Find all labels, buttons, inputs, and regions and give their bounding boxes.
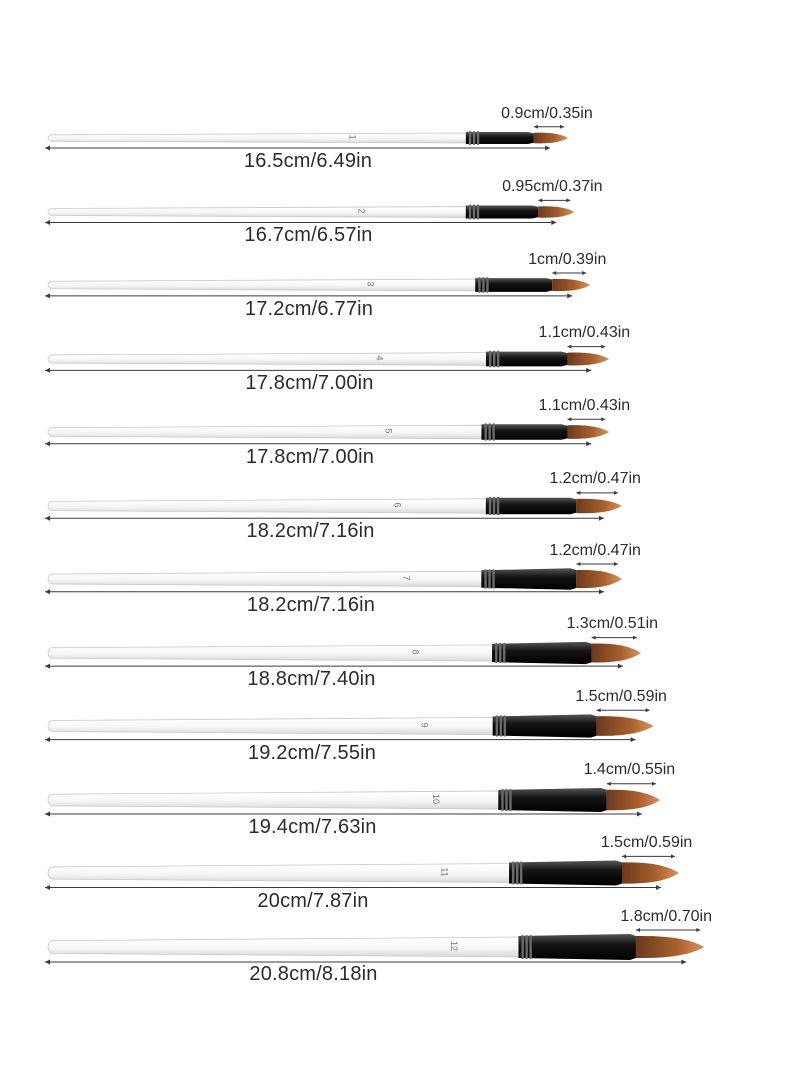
length-label: 16.5cm/6.49in [243, 150, 373, 172]
ferrule-ring [478, 277, 480, 293]
arrow-right-icon [656, 885, 661, 890]
brush-handle [48, 498, 488, 513]
brush-number: 12 [449, 940, 460, 951]
length-label: 17.8cm/7.00in [245, 445, 375, 468]
ferrule-ring [469, 131, 471, 145]
arrow-left-icon [45, 663, 50, 668]
brush-bristles [534, 133, 568, 144]
brush-bristles [636, 935, 704, 957]
arrow-left-icon [45, 441, 50, 446]
tip-size-label: 1.2cm/0.47in [549, 470, 641, 488]
length-label: 16.7cm/6.57in [244, 223, 373, 246]
brush-ferrule [466, 132, 534, 144]
brush-number: 8 [410, 648, 421, 655]
arrow-right-icon [614, 490, 618, 494]
arrow-right-icon [614, 562, 618, 566]
arrow-left-icon [567, 417, 571, 421]
arrow-left-icon [45, 367, 50, 372]
ferrule-ring [492, 423, 494, 441]
arrow-left-icon [576, 562, 580, 566]
arrow-left-icon [45, 515, 50, 520]
arrow-right-icon [566, 198, 570, 202]
arrow-right-icon [637, 811, 642, 816]
brush-ferrule [466, 205, 538, 218]
brush-10 [0, 762, 800, 842]
ferrule-ring [486, 277, 488, 293]
ferrule-ring [525, 935, 527, 959]
ferrule-ring [482, 277, 484, 293]
brush-ferrule [498, 787, 607, 811]
brush-drawing [0, 541, 800, 621]
brush-handle [48, 279, 477, 291]
brush-number: 7 [401, 575, 412, 581]
brush-drawing [0, 688, 800, 768]
length-label: 20.8cm/8.18in [249, 963, 378, 986]
arrow-left-icon [567, 344, 571, 348]
brush-handle [48, 644, 494, 660]
brush-handle [48, 352, 488, 365]
tip-size-label: 1.5cm/0.59in [575, 688, 667, 706]
length-label: 18.2cm/7.16in [246, 519, 375, 542]
arrow-left-icon [534, 125, 538, 129]
tip-size-label: 1.2cm/0.47in [549, 541, 641, 559]
brush-drawing [0, 321, 800, 401]
brush-number: 10 [431, 793, 442, 804]
brush-2 [0, 174, 800, 254]
arrow-right-icon [551, 219, 556, 224]
brush-bristles [567, 425, 609, 439]
brush-9 [0, 688, 800, 768]
ferrule-ring [512, 862, 514, 885]
brush-6 [0, 468, 800, 548]
brush-drawing [0, 174, 800, 254]
arrow-left-icon [607, 781, 611, 785]
brush-bristles [622, 862, 679, 883]
brush-number: 1 [347, 134, 358, 140]
arrow-left-icon [597, 708, 601, 712]
brush-7 [0, 541, 800, 621]
ferrule-ring [495, 642, 497, 662]
arrow-left-icon [45, 811, 50, 816]
brush-bristles [597, 716, 654, 736]
arrow-left-icon [576, 490, 580, 494]
brush-drawing [0, 394, 800, 474]
brush-8 [0, 615, 800, 695]
brush-ferrule [486, 497, 577, 514]
ferrule-ring [497, 350, 499, 367]
tip-size-label: 1.4cm/0.55in [583, 761, 676, 779]
ferrule-ring [488, 423, 490, 441]
arrow-left-icon [45, 293, 50, 298]
ferrule-ring [521, 935, 523, 959]
ferrule-ring [509, 788, 511, 810]
brush-handle [48, 133, 468, 143]
tip-size-label: 1.5cm/0.59in [600, 834, 693, 852]
brush-number: 11 [439, 867, 450, 877]
brush-bristles [592, 643, 641, 662]
ferrule-ring [489, 496, 491, 515]
arrow-right-icon [601, 417, 605, 421]
ferrule-ring [516, 862, 518, 885]
brush-number: 2 [356, 207, 367, 214]
length-label: 20cm/7.87in [257, 889, 369, 912]
tip-size-label: 0.9cm/0.35in [501, 104, 593, 122]
arrow-right-icon [582, 271, 586, 275]
length-label: 18.8cm/7.40in [247, 667, 376, 690]
brush-bristles [607, 789, 660, 810]
ferrule-ring [501, 788, 503, 810]
brush-drawing [0, 100, 800, 180]
arrow-left-icon [552, 271, 556, 275]
ferrule-ring [493, 496, 495, 515]
ferrule-ring [473, 131, 475, 145]
brush-drawing [0, 247, 800, 327]
ferrule-ring [500, 715, 502, 736]
ferrule-ring [529, 935, 531, 959]
arrow-left-icon [622, 854, 626, 858]
arrow-left-icon [45, 146, 50, 151]
arrow-left-icon [538, 198, 542, 202]
arrow-right-icon [601, 344, 605, 348]
brush-number: 9 [419, 722, 430, 728]
brush-bristles [552, 279, 590, 291]
arrow-right-icon [545, 146, 550, 151]
brush-bristles [576, 570, 622, 588]
brush-number: 4 [374, 354, 385, 361]
tip-size-label: 1cm/0.39in [528, 250, 607, 268]
brush-handle [48, 206, 468, 217]
brush-3 [0, 247, 800, 327]
arrow-right-icon [646, 708, 650, 712]
ferrule-ring [503, 642, 505, 662]
brush-number: 3 [365, 281, 376, 287]
arrow-left-icon [592, 635, 596, 639]
arrow-left-icon [45, 885, 50, 890]
brush-bristles [576, 498, 622, 513]
arrow-left-icon [45, 959, 50, 964]
brush-ferrule [509, 861, 622, 886]
brush-number: 6 [392, 501, 403, 508]
length-label: 18.2cm/7.16in [246, 593, 376, 616]
ferrule-ring [469, 204, 471, 219]
brush-5 [0, 394, 800, 474]
brush-ferrule [518, 934, 636, 960]
arrow-right-icon [567, 293, 572, 298]
length-label: 17.2cm/6.77in [244, 297, 374, 320]
length-label: 17.8cm/7.00in [245, 371, 374, 394]
ferrule-ring [492, 569, 494, 588]
ferrule-ring [505, 788, 507, 810]
brush-11 [0, 835, 800, 915]
brush-bristles [538, 206, 574, 218]
arrow-right-icon [599, 515, 604, 520]
tip-size-label: 1.8cm/0.70in [620, 907, 712, 925]
tip-size-label: 1.3cm/0.51in [566, 615, 659, 633]
ferrule-ring [484, 423, 486, 441]
brush-drawing [0, 615, 800, 695]
ferrule-ring [484, 569, 486, 588]
ferrule-ring [477, 131, 479, 145]
length-label: 19.4cm/7.63in [248, 815, 377, 838]
ferrule-ring [496, 715, 498, 736]
ferrule-ring [520, 862, 522, 885]
ferrule-ring [497, 496, 499, 515]
ferrule-ring [477, 204, 479, 219]
arrow-left-icon [45, 589, 50, 594]
arrow-right-icon [652, 781, 656, 785]
ferrule-ring [493, 350, 495, 367]
ferrule-ring [504, 715, 506, 736]
ferrule-ring [489, 350, 491, 367]
tip-size-label: 1.1cm/0.43in [538, 324, 631, 342]
arrow-right-icon [671, 854, 675, 858]
arrow-left-icon [636, 928, 640, 932]
brush-bristles [567, 352, 609, 365]
tip-size-label: 0.95cm/0.37in [502, 177, 603, 195]
brush-4 [0, 321, 800, 401]
arrow-right-icon [586, 367, 591, 372]
brush-handle [48, 425, 483, 439]
arrow-left-icon [45, 219, 50, 224]
brush-ferrule [481, 568, 576, 589]
length-label: 19.2cm/7.55in [247, 741, 377, 764]
brush-12 [0, 909, 800, 989]
arrow-right-icon [586, 441, 591, 446]
arrow-right-icon [681, 959, 686, 964]
ferrule-ring [488, 569, 490, 588]
brush-number: 5 [383, 428, 394, 434]
brush-1 [0, 100, 800, 180]
arrow-left-icon [45, 737, 50, 742]
ferrule-ring [499, 642, 501, 662]
arrow-right-icon [560, 125, 564, 129]
arrow-right-icon [696, 928, 700, 932]
brush-ferrule [492, 641, 592, 663]
brush-drawing [0, 762, 800, 842]
arrow-right-icon [618, 663, 623, 668]
ferrule-ring [473, 204, 475, 219]
arrow-right-icon [599, 589, 604, 594]
arrow-right-icon [633, 635, 637, 639]
arrow-right-icon [631, 737, 636, 742]
tip-size-label: 1.1cm/0.43in [538, 397, 631, 415]
brush-ferrule [493, 714, 597, 737]
brush-handle [48, 571, 483, 586]
